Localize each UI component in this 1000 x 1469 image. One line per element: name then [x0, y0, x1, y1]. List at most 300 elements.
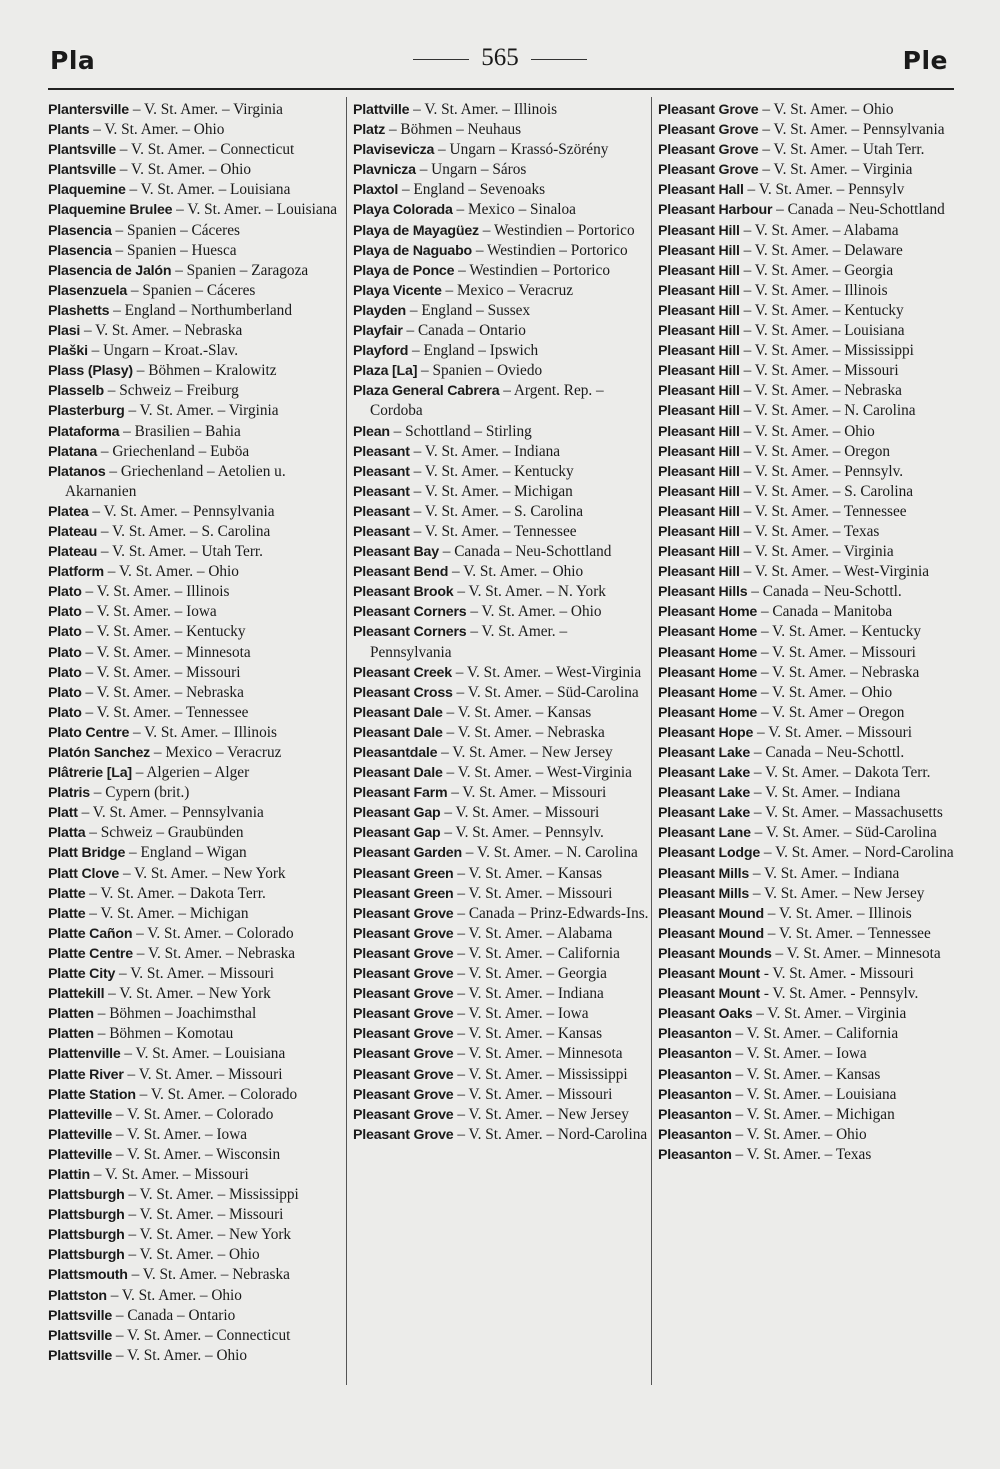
- entry-location: – V. St. Amer. – Nord-Carolina: [760, 844, 954, 862]
- entry-location: – V. St. Amer. – Georgia: [739, 261, 894, 279]
- entry-location: – V. St. Amer. – Ohio: [739, 422, 875, 440]
- entry-location: – V. St. Amer. – Ohio: [758, 101, 894, 118]
- entry-location: – V. St. Amer. – Ohio: [115, 161, 251, 179]
- entry-place-name: Pleasant Hill: [658, 483, 740, 500]
- entry-location: – V. St. Amer. – Dakota Terr.: [85, 884, 266, 902]
- gazetteer-entry: [658, 562, 954, 582]
- entry-place-name: Platteville: [48, 1146, 113, 1163]
- gazetteer-entry: [353, 301, 649, 321]
- entry-place-name: Platten: [48, 1026, 94, 1043]
- entry-place-name: Pleasanton: [658, 1046, 732, 1063]
- gazetteer-entry: [353, 200, 649, 220]
- entry-place-name: Platteville: [48, 1126, 113, 1143]
- gazetteer-entry: [48, 241, 344, 261]
- entry-place-name: Pleasant Grove: [353, 925, 454, 942]
- entry-place-name: Plaza [La]: [353, 363, 418, 380]
- column-divider-2: [651, 97, 652, 1385]
- entry-place-name: Pleasant Green: [353, 865, 454, 882]
- entry-location: – V. St. Amer. – Kentucky: [409, 462, 574, 480]
- entry-place-name: Pleasant Home: [658, 644, 758, 661]
- gazetteer-entry: [48, 462, 344, 502]
- entry-location: – V. St. Amer. – Tennessee: [81, 703, 249, 721]
- gazetteer-entry: [353, 1065, 649, 1085]
- entry-location: – Canada – Ontario: [402, 322, 526, 340]
- entry-place-name: Pleasant Hill: [658, 343, 740, 360]
- gazetteer-entry: [658, 160, 954, 180]
- gazetteer-entry: [48, 502, 344, 522]
- entry-location: – England – Wigan: [125, 844, 247, 862]
- entry-place-name: Pleasant Hill: [658, 503, 740, 520]
- entry-location: – V. St. Amer. – New York: [119, 864, 286, 882]
- entry-location: – V. St. Amer. – Pennsylvania: [88, 502, 275, 520]
- entry-location: – V. St. Amer. – Kentucky: [757, 623, 922, 641]
- entry-place-name: Pleasantdale: [353, 745, 438, 761]
- gazetteer-entry: [48, 542, 344, 562]
- gazetteer-entry: [48, 100, 344, 120]
- entry-place-name: Plean: [353, 423, 390, 440]
- entry-place-name: Pleasant Hill: [658, 463, 740, 480]
- entry-location: – V. St. Amer. – Mississippi: [739, 342, 914, 360]
- entry-location: – Algerien – Alger: [131, 764, 250, 782]
- entry-place-name: Pleasant Lane: [658, 825, 751, 842]
- entry-place-name: Pleasant Mills: [658, 885, 750, 902]
- gazetteer-entry: [658, 442, 954, 462]
- entry-location: – V. St. Amer. – Missouri: [440, 804, 600, 822]
- entry-location: – Mexico – Sinaloa: [452, 201, 576, 219]
- entry-place-name: Pleasant Hill: [658, 363, 740, 380]
- entry-location: – V. St. Amer. – Alabama: [453, 924, 613, 942]
- entry-place-name: Pleasanton: [658, 1066, 732, 1083]
- entry-location: – V. St. Amer. – Louisiana: [120, 1045, 286, 1063]
- entry-location: – V. St. Amer. – New Jersey: [453, 1105, 629, 1123]
- entry-place-name: Pleasant Green: [353, 885, 454, 902]
- entry-location: – V. St. Amer. – Missouri: [115, 965, 274, 983]
- entry-place-name: Platte River: [48, 1066, 124, 1083]
- entry-place-name: Playa de Naguabo: [353, 242, 473, 259]
- entry-location: – V. St. Amer. – Virginia: [752, 1005, 907, 1023]
- entry-location: – Spanien – Oviedo: [417, 362, 543, 380]
- entry-location: – V. St. Amer. – Iowa: [112, 1125, 248, 1143]
- entry-place-name: Plateau: [48, 523, 98, 540]
- gazetteer-entry: [658, 803, 954, 823]
- gazetteer-entry: [353, 482, 649, 502]
- gazetteer-entry: [48, 1044, 344, 1064]
- entry-location: – V. St. Amer. – Tennessee: [763, 924, 931, 942]
- entry-place-name: Pleasant Grove: [353, 1126, 454, 1143]
- gazetteer-entry: [48, 964, 344, 984]
- gazetteer-entry: [48, 1165, 344, 1185]
- gazetteer-entry: [353, 1004, 649, 1024]
- entry-location: – V. St. Amer. – Iowa: [453, 1005, 589, 1023]
- entry-location: – V. St. Amer. – Illinois: [409, 101, 558, 118]
- entry-place-name: Pleasant Bend: [353, 564, 449, 581]
- entry-place-name: Pleasanton: [658, 1106, 732, 1123]
- entry-location: – V. St. Amer. – Minnesota: [81, 643, 251, 661]
- entry-place-name: Plattsburgh: [48, 1247, 125, 1264]
- entry-location: – V. St. Amer. – West-Virginia: [451, 663, 642, 681]
- entry-location: - V. St. Amer. - Missouri: [760, 965, 914, 983]
- entry-place-name: Plaza General Cabrera: [353, 383, 500, 400]
- entry-location: – V. St. Amer. – California: [731, 1025, 899, 1043]
- entry-place-name: Pleasant Home: [658, 664, 758, 681]
- entry-location: – V. St. Amer. – Nebraska: [442, 723, 605, 741]
- entry-place-name: Pleasant Mount: [658, 986, 761, 1003]
- gazetteer-entry: [353, 522, 649, 542]
- gazetteer-entry: [353, 341, 649, 361]
- entry-location: – V. St. Amer. – Tennessee: [739, 502, 907, 520]
- gazetteer-entry: [48, 1245, 344, 1265]
- entry-location: – Schweiz – Graubünden: [85, 824, 244, 842]
- entry-place-name: Plasencia: [48, 222, 112, 239]
- gazetteer-entry: [353, 100, 649, 120]
- entry-place-name: Pleasant Grove: [353, 966, 454, 983]
- gazetteer-entry: [48, 1306, 344, 1326]
- gazetteer-entry: [353, 1085, 649, 1105]
- entry-location: – V. St. Amer. – Pennsylv.: [739, 462, 904, 480]
- gazetteer-entry: [48, 1265, 344, 1285]
- gazetteer-entry: [353, 723, 649, 743]
- entry-place-name: Platris: [48, 785, 90, 802]
- gazetteer-entry: [353, 823, 649, 843]
- entry-place-name: Platte Centre: [48, 945, 133, 962]
- gazetteer-entry: [48, 1085, 344, 1105]
- entry-location: – V. St. Amer. – Georgia: [453, 965, 607, 983]
- entry-place-name: Pleasant Hill: [658, 383, 740, 400]
- entry-location: – V. St. Amer. – Tennessee: [409, 522, 577, 540]
- entry-location: – V. St. Amer. – Ohio: [124, 1246, 260, 1264]
- gazetteer-entry: [353, 964, 649, 984]
- gazetteer-entry: [658, 683, 954, 703]
- entry-location: – V. St. Amer. – Iowa: [731, 1045, 867, 1063]
- entry-location: – V. St. Amer. – Pennsylvania: [370, 623, 568, 661]
- entry-place-name: Plattsmouth: [48, 1267, 128, 1284]
- gazetteer-entry: [48, 743, 344, 763]
- entry-location: – V. St. Amer. – Kansas: [453, 864, 603, 882]
- column-1: [48, 100, 344, 1366]
- entry-location: – Canada – Neu-Schottland: [438, 543, 612, 561]
- gazetteer-entry: [48, 221, 344, 241]
- entry-place-name: Platt Clove: [48, 865, 120, 882]
- entry-location: – V. St. Amer. – Ohio: [731, 1125, 867, 1143]
- entry-place-name: Pleasant Mound: [658, 925, 764, 942]
- gazetteer-entry: [353, 502, 649, 522]
- gazetteer-entry: [353, 361, 649, 381]
- gazetteer-entry: [48, 723, 344, 743]
- entry-location: – V. St. Amer. – Missouri: [453, 884, 613, 902]
- entry-place-name: Pleasant Hill: [658, 323, 740, 340]
- entry-place-name: Pleasant Hills: [658, 584, 748, 601]
- entry-place-name: Pleasant Lake: [658, 805, 751, 822]
- entry-location: – V. St. Amer. – Mississippi: [124, 1186, 299, 1204]
- gazetteer-entry: [658, 743, 954, 763]
- column-2: [353, 100, 649, 1145]
- gazetteer-entry: [353, 321, 649, 341]
- gazetteer-entry: [658, 462, 954, 482]
- gazetteer-entry: [353, 562, 649, 582]
- entry-place-name: Plato: [48, 644, 82, 661]
- gazetteer-entry: [48, 643, 344, 663]
- entry-location: – V. St. Amer. – Virginia: [129, 101, 283, 118]
- gazetteer-entry: [48, 140, 344, 160]
- entry-place-name: Playden: [353, 302, 407, 319]
- entry-place-name: Platea: [48, 503, 89, 520]
- entry-location: – V. St. Amer. – Michigan: [85, 904, 249, 922]
- gazetteer-entry: [353, 622, 649, 662]
- gazetteer-entry: [48, 442, 344, 462]
- gazetteer-entry: [48, 180, 344, 200]
- entry-location: – Spanien – Huesca: [111, 241, 237, 259]
- entry-location: – V. St. Amer. – Texas: [731, 1145, 872, 1163]
- entry-place-name: Pleasant Hope: [658, 724, 754, 741]
- entry-place-name: Pleasanton: [658, 1146, 732, 1163]
- entry-place-name: Pleasant Hill: [658, 423, 740, 440]
- entry-place-name: Plashetts: [48, 302, 110, 319]
- gazetteer-entry: [48, 904, 344, 924]
- gazetteer-entry: [353, 442, 649, 462]
- entry-place-name: Pleasant Bay: [353, 544, 439, 561]
- header-rule: [48, 88, 954, 90]
- entry-location: – V. St. Amer. – Kansas: [731, 1065, 881, 1083]
- entry-location: – V. St. Amer. – Texas: [739, 522, 880, 540]
- entry-place-name: Plasencia: [48, 242, 112, 259]
- entry-place-name: Pleasant Grove: [658, 162, 759, 179]
- entry-location: – V. St. Amer. – Indiana: [409, 442, 561, 460]
- entry-location: – V. St. Amer. – Ohio: [106, 1286, 242, 1304]
- entry-place-name: Playa Colorada: [353, 202, 453, 219]
- gazetteer-entry: [48, 562, 344, 582]
- gazetteer-entry: [48, 1004, 344, 1024]
- gazetteer-entry: [48, 582, 344, 602]
- gazetteer-entry: [658, 200, 954, 220]
- entry-location: – V. St. Amer. – Nebraska: [739, 382, 902, 400]
- entry-location: – V. St. Amer. – New York: [104, 985, 271, 1003]
- entry-place-name: Pleasant Mills: [658, 865, 750, 882]
- gazetteer-entry: [658, 864, 954, 884]
- gazetteer-entry: [48, 602, 344, 622]
- entry-place-name: Platte Station: [48, 1086, 136, 1103]
- entry-location: – V. St. Amer. – Missouri: [739, 362, 899, 380]
- entry-location: – V. St. Amer. – Missouri: [453, 1085, 613, 1103]
- entry-place-name: Playfair: [353, 323, 403, 340]
- entry-location: – V. St. Amer. – Utah Terr.: [97, 543, 264, 561]
- entry-place-name: Plattsville: [48, 1307, 113, 1324]
- entry-location: – V. St. Amer. – Süd-Carolina: [452, 683, 639, 701]
- gazetteer-entry: [353, 924, 649, 944]
- entry-location: – V. St. Amer. – Nebraska: [81, 683, 244, 701]
- gazetteer-entry: [658, 703, 954, 723]
- gazetteer-entry: [48, 683, 344, 703]
- gazetteer-entry: [353, 1125, 649, 1145]
- gazetteer-entry: [353, 864, 649, 884]
- entry-location: – V. St. Amer. – Mississippi: [453, 1065, 628, 1083]
- entry-place-name: Plants: [48, 122, 90, 139]
- entry-place-name: Pleasant Gap: [353, 825, 441, 842]
- entry-place-name: Pleasant Corners: [353, 624, 467, 641]
- gazetteer-entry: [658, 261, 954, 281]
- entry-place-name: Pleasant Hill: [658, 523, 740, 540]
- entry-place-name: Pleasant Hill: [658, 564, 740, 581]
- entry-place-name: Pleasant: [353, 503, 410, 520]
- entry-place-name: Platón Sanchez: [48, 745, 151, 761]
- gazetteer-entry: [353, 1024, 649, 1044]
- gazetteer-entry: [48, 803, 344, 823]
- entry-location: – V. St. Amer. – Utah Terr.: [758, 141, 925, 159]
- entry-location: – V. St. Amer. – Colorado: [132, 924, 294, 942]
- entry-place-name: Pleasant Dale: [353, 724, 443, 741]
- gazetteer-entry: [48, 924, 344, 944]
- entry-place-name: Plasencia de Jalón: [48, 262, 172, 279]
- entry-location: – V. St. Amer. – Ohio: [112, 1346, 248, 1364]
- entry-location: - V. St. Amer. - Pennsylv.: [760, 985, 919, 1003]
- entry-place-name: Plâtrerie [La]: [48, 765, 132, 782]
- entry-location: – V. St. Amer. – S. Carolina: [409, 502, 584, 520]
- entry-place-name: Pleasant: [353, 443, 410, 460]
- entry-location: – Canada – Prinz-Edwards-Ins.: [453, 904, 649, 922]
- entry-place-name: Pleasant Cross: [353, 684, 453, 701]
- gazetteer-entry: [353, 602, 649, 622]
- gazetteer-entry: [48, 823, 344, 843]
- entry-place-name: Platten: [48, 1006, 94, 1023]
- entry-location: – V. St. Amer. – Minnesota: [771, 944, 941, 962]
- entry-location: – V. St. Amer. – Massachusetts: [750, 804, 943, 822]
- gazetteer-entry: [48, 422, 344, 442]
- entry-place-name: Plato Centre: [48, 724, 130, 741]
- gazetteer-entry: [48, 864, 344, 884]
- gazetteer-entry: [658, 643, 954, 663]
- entry-location: – V. St. Amer. – N. Carolina: [739, 402, 916, 420]
- gazetteer-entry: [48, 341, 344, 361]
- entry-location: – V. St. Amer. – Missouri: [123, 1065, 283, 1083]
- column-divider-1: [346, 97, 347, 1385]
- entry-place-name: Plantsville: [48, 162, 116, 179]
- page-number: 565: [481, 44, 519, 71]
- entry-location: – V. St. Amer. – California: [453, 944, 620, 962]
- entry-place-name: Plato: [48, 684, 82, 701]
- entry-location: – Canada – Manitoba: [757, 603, 893, 621]
- gazetteer-entry: [658, 522, 954, 542]
- gazetteer-entry: [48, 1125, 344, 1145]
- entry-location: – V. St. Amer. – Missouri: [124, 1206, 284, 1224]
- entry-place-name: Plattsburgh: [48, 1207, 125, 1224]
- entry-location: – Westindien – Portorico: [454, 261, 610, 279]
- entry-location: – V. St. Amer. – Colorado: [135, 1085, 298, 1103]
- entry-place-name: Plasterburg: [48, 403, 125, 420]
- entry-location: – V. St. Amer. – Kansas: [442, 703, 592, 721]
- entry-place-name: Plasselb: [48, 383, 104, 400]
- gazetteer-entry: [48, 200, 344, 220]
- gazetteer-entry: [658, 783, 954, 803]
- gazetteer-entry: [658, 984, 954, 1004]
- entry-place-name: Pleasant Home: [658, 624, 758, 641]
- entry-place-name: Pleasant Corners: [353, 604, 467, 621]
- entry-location: – Böhmen – Joachimsthal: [93, 1005, 257, 1023]
- entry-location: – Ungarn – Sáros: [415, 161, 527, 179]
- entry-location: – V. St. Amer. – Michigan: [409, 482, 573, 500]
- entry-place-name: Pleasant Grove: [658, 122, 759, 139]
- entry-place-name: Platform: [48, 564, 104, 581]
- entry-location: – Canada – Neu-Schottl.: [747, 583, 902, 601]
- entry-place-name: Plaxtol: [353, 182, 399, 199]
- entry-location: – Ungarn – Krassó-Szörény: [434, 141, 609, 159]
- gazetteer-entry: [48, 1105, 344, 1125]
- entry-place-name: Platta: [48, 825, 86, 842]
- entry-place-name: Plattsburgh: [48, 1187, 125, 1204]
- entry-place-name: Pleasant: [353, 483, 410, 500]
- entry-place-name: Platana: [48, 443, 98, 460]
- gazetteer-entry: [353, 160, 649, 180]
- gazetteer-entry: [658, 120, 954, 140]
- gazetteer-entry: [48, 622, 344, 642]
- entry-place-name: Plato: [48, 704, 82, 721]
- entry-location: – V. St. Amer. – Illinois: [81, 583, 230, 601]
- entry-place-name: Pleasant Oaks: [658, 1006, 753, 1023]
- gazetteer-entry: [353, 743, 649, 763]
- entry-place-name: Pleasant Creek: [353, 664, 452, 681]
- entry-location: – V. St. Amer. – Delaware: [739, 241, 903, 259]
- entry-location: – Schweiz – Freiburg: [103, 382, 239, 400]
- gazetteer-entry: [48, 1065, 344, 1085]
- gazetteer-entry: [658, 663, 954, 683]
- entry-location: – V. St. Amer. – Missouri: [753, 723, 912, 741]
- gazetteer-entry: [658, 482, 954, 502]
- gazetteer-entry: [48, 1346, 344, 1366]
- gazetteer-entry: [353, 180, 649, 200]
- entry-location: – V. St. Amer. – Nebraska: [132, 944, 296, 962]
- gazetteer-entry: [658, 1004, 954, 1024]
- entry-place-name: Plattsburgh: [48, 1227, 125, 1244]
- header-right-keyword: Ple: [902, 46, 948, 75]
- entry-location: – V. St. Amer. – Virginia: [124, 402, 279, 420]
- gazetteer-entry: [353, 422, 649, 442]
- gazetteer-entry: [353, 944, 649, 964]
- entry-location: – V. St. Amer. – Iowa: [81, 603, 217, 621]
- entry-place-name: Platte: [48, 885, 86, 902]
- entry-location: – V. St. Amer. – Pennsylv: [743, 181, 905, 199]
- gazetteer-entry: [658, 1105, 954, 1125]
- entry-place-name: Pleasant Grove: [353, 905, 454, 922]
- entry-location: – V. St. Amer. – Indiana: [750, 784, 901, 802]
- entry-location: – V. St. Amer. – Colorado: [112, 1105, 274, 1123]
- gazetteer-entry: [658, 100, 954, 120]
- entry-location: – V. St. Amer. – Illinois: [763, 904, 912, 922]
- gazetteer-entry: [48, 361, 344, 381]
- entry-place-name: Playford: [353, 343, 409, 360]
- entry-location: – V. St. Amer. – Oregon: [739, 442, 891, 460]
- gazetteer-entry: [48, 120, 344, 140]
- gazetteer-entry: [353, 904, 649, 924]
- gazetteer-entry: [658, 542, 954, 562]
- page-number-header: [0, 44, 1000, 72]
- entry-location: – V. St. Amer. – S. Carolina: [739, 482, 914, 500]
- gazetteer-entry: [353, 984, 649, 1004]
- gazetteer-entry: [658, 221, 954, 241]
- entry-place-name: Playa Vicente: [353, 282, 442, 299]
- entry-location: – V. St. Amer. – New Jersey: [437, 744, 613, 761]
- entry-place-name: Plattin: [48, 1166, 90, 1183]
- entry-place-name: Pleasant: [353, 523, 410, 540]
- entry-location: – V. St. Amer. – Pennsylvania: [77, 804, 264, 822]
- entry-location: – V. St. Amer. – Missouri: [81, 663, 241, 681]
- gazetteer-entry: [658, 361, 954, 381]
- gazetteer-entry: [353, 261, 649, 281]
- entry-place-name: Plattsville: [48, 1347, 113, 1364]
- entry-location: – V. St. Amer. – Ohio: [89, 121, 225, 139]
- entry-place-name: Plaquemine Brulee: [48, 202, 173, 219]
- entry-location: – Mexico – Veracruz: [441, 281, 574, 299]
- entry-place-name: Plasenzuela: [48, 282, 128, 299]
- entry-location: – V. St. Amer. – S. Carolina: [97, 522, 271, 540]
- entry-place-name: Platt Bridge: [48, 845, 126, 862]
